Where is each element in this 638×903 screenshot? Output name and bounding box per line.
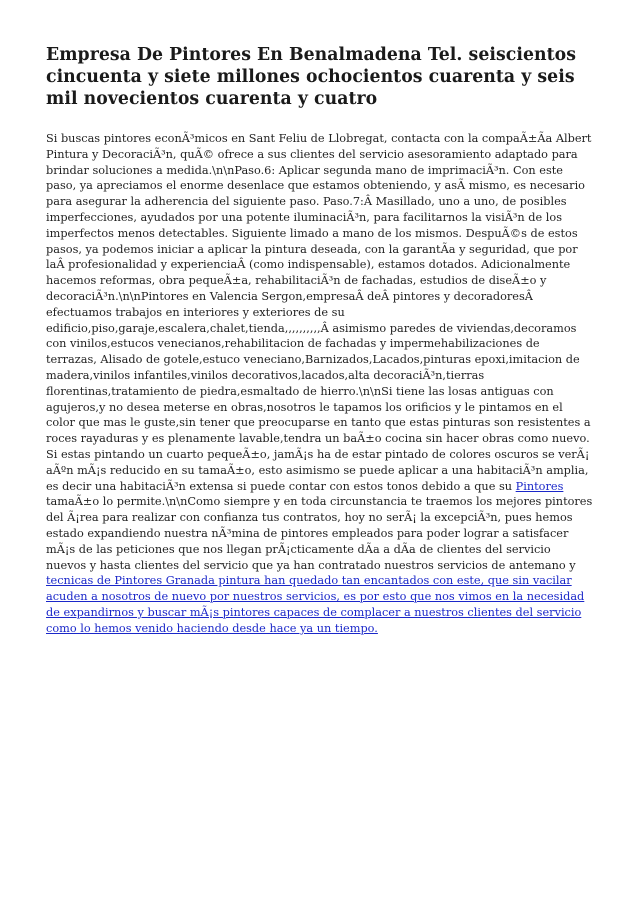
- document-title: Empresa De Pintores En Benalmadena Tel. seiscientos cincuenta y siete millones ochocientos cuarenta y seis mil novecientos cuarenta y cuatro: [46, 45, 576, 109]
- pintores-link[interactable]: Pintores: [515, 479, 564, 493]
- tecnicas-pintores-granada-link[interactable]: tecnicas de Pintores Granada pintura han quedado tan encantados con este, que sin vacilar acuden a nosotros de nuevo por nuestros servicios, es por esto que nos vimos en la necesidad de expandirnos y buscar mÃ¡s pintores capaces de complacer a nuestros clientes del servicio como lo hemos venido haciendo desde hace ya un tiempo.: [46, 574, 585, 635]
- paragraph-text-part2: tamaÃ±o lo permite.\n\nComo siempre y en toda circunstancia te traemos los mejores pintores del Ã¡rea para realizar con confianza tus contratos, hoy no serÃ¡ la excepciÃ³n, pues hemos estado expandiendo nuestra nÃ³mina de pintores empleados para poder lograr a satisfacer mÃ¡s de las peticiones que nos llegan prÃ¡cticamente dÃa a dÃa de clientes del servicio nuevos y hasta clientes del servicio que ya han contratado nuestros servicios de antemano y: [46, 495, 593, 572]
- document-page: [46, 44, 594, 637]
- document-paragraph: [46, 131, 594, 637]
- paragraph-text-part1: Si buscas pintores econÃ³micos en Sant Feliu de Llobregat, contacta con la compaÃ±Ãa Albert Pintura y DecoraciÃ³n, quÃ© ofrece a sus clientes del servicio asesoramiento adaptado para brindar soluciones a medida.\n\nPaso.6: Aplicar segunda mano de imprimaciÃ³n. Con este paso, ya apreciamos el enorme desenlace que estamos obteniendo, y asÃ mismo, es necesario para asegurar la adherencia del siguiente paso. Paso.7:Â Masillado, uno a uno, de posibles imperfecciones, ayudados por una potente iluminaciÃ³n, para facilitarnos la visiÃ³n de los imperfectos menos detectables. Siguiente limado a mano de los mismos. DespuÃ©s de estos pasos, ya podemos iniciar a aplicar la pintura deseada, con la garantÃa y seguridad, que por laÂ profesionalidad y experienciaÂ (como indispensable), estamos dotados. Adicionalmente hacemos reformas, obra pequeÃ±a, rehabilitaciÃ³n de fachadas, estudios de diseÃ±o y decoraciÃ³n.\n\nPintores en Valencia Sergon,empresaÂ deÂ pintores y decoradoresÂ efectuamos trabajos en interiores y exteriores de su edificio,piso,garaje,escalera,chalet,tienda,,,,,,,,,,Â asimismo paredes de viviendas,decoramos con vinilos,estucos venecianos,rehabilitacion de fachadas y impermehabilizaciones de terrazas, Alisado de gotele,estuco veneciano,Barnizados,Lacados,pinturas epoxi,imitacion de madera,vinilos infantiles,vinilos decorativos,lacados,alta decoraciÃ³n,tierras florentinas,tratamiento de piedra,esmaltado de hierro.\n\nSi tiene las losas antiguas con agujeros,y no desea meterse en obras,nosotros le tapamos los orificios y le pintamos en el color que mas le guste,sin tener que preocuparse en tanto que estas pinturas son resistentes a roces rayaduras y es plenamente lavable,tendra un baÃ±o cocina sin hacer obras como nuevo. Si estas pintando un cuarto pequeÃ±o, jamÃ¡s ha de estar pintado de colores oscuros se verÃ¡ aÃºn mÃ¡s reducido en su tamaÃ±o, esto asimismo se puede aplicar a una habitaciÃ³n amplia, es decir una habitaciÃ³n extensa si puede contar con estos tonos debido a que su: [46, 132, 592, 493]
